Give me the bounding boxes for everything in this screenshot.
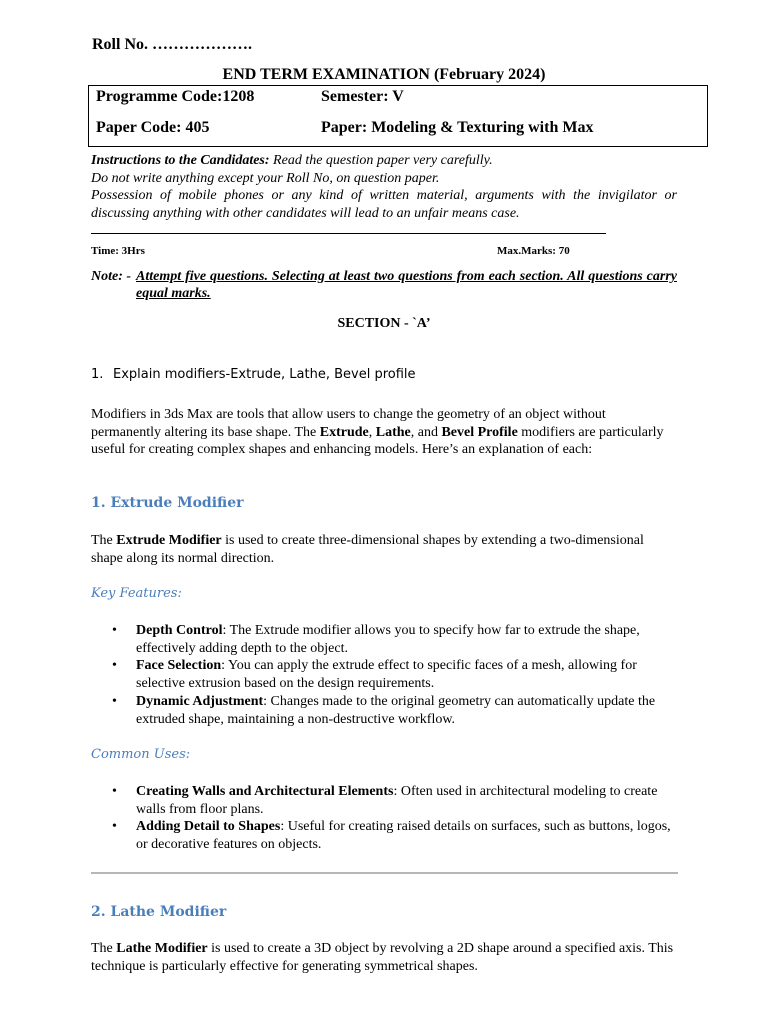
max-marks-label: Max.Marks: 70 [497,245,570,257]
roll-number: Roll No. ………………. [92,36,252,53]
extrude-desc-post: is used to create three-dimensional shapes by extending a two-dimensional shape along its normal direction. [91,533,644,566]
common-uses-list [112,783,677,854]
divider-line [91,233,606,234]
bullet-icon: • [112,623,117,638]
intro-bold-bevel: Bevel Profile [441,424,518,440]
common-uses-heading: Common Uses: [91,747,191,762]
feature-title: Depth Control [136,623,223,638]
extrude-desc-pre: The [91,533,117,548]
use-text: : Often used in architectural modeling to create walls from floor plans. [136,784,658,817]
programme-code: Programme Code:1208 [96,88,255,105]
intro-sep-1: , [368,424,376,440]
lathe-desc-pre: The [91,941,117,956]
instructions-lead: Instructions to the Candidates: [91,153,270,168]
list-item [112,783,677,818]
list-item [112,693,677,728]
use-title: Adding Detail to Shapes [136,819,281,835]
instructions-line-3: Possession of mobile phones or any kind of written material, arguments with the invigilator or discussing anything with other candidates will lead to an unfair means case. [91,188,677,221]
exam-info-box [88,85,708,147]
bullet-icon: • [112,784,117,799]
intro-text-2: modifiers are particularly useful for creating complex shapes and enhancing models. Here’s an explanation of each: [91,424,664,458]
feature-title: Face Selection [136,658,222,674]
intro-text-1: Modifiers in 3ds Max are tools that allow users to change the geometry of an object without permanently altering its base shape. The [91,407,606,440]
lathe-desc-bold: Lathe Modifier [116,941,208,956]
intro-sep-2: , and [410,424,442,440]
key-features-list [112,622,677,728]
instructions-line-2: Do not write anything except your Roll No, on question paper. [91,170,440,186]
feature-text: : You can apply the extrude effect to specific faces of a mesh, allowing for selective extrusion based on the design requirements. [136,658,637,692]
bullet-icon: • [112,819,117,835]
instructions-line-1 [91,152,677,170]
question-1 [91,367,416,382]
paper-code: Paper Code: 405 [96,119,210,136]
key-features-heading: Key Features: [91,586,182,601]
use-text: : Useful for creating raised details on surfaces, such as buttons, logos, or decorative features on objects. [136,819,671,853]
intro-bold-lathe: Lathe [375,424,411,440]
note-text: Attempt five questions. Selecting at least two questions from each section. All questions carry equal marks. [136,269,677,301]
bullet-icon: • [112,658,117,674]
extrude-desc-bold: Extrude Modifier [116,533,222,548]
list-item [112,818,677,853]
feature-text: : Changes made to the original geometry can automatically update the extruded shape, maintaining a non-destructive workflow. [136,693,656,727]
paper-name: Paper: Modeling & Texturing with Max [321,119,594,136]
lathe-desc-post: is used to create a 3D object by revolving a 2D shape around a specified axis. This technique is particularly effective for generating symmetrical shapes. [91,941,674,974]
bullet-icon: • [112,693,117,709]
section-title: SECTION - `A’ [337,316,431,331]
list-item [112,622,677,657]
question-text: Explain modifiers-Extrude, Lathe, Bevel profile [113,367,416,382]
feature-title: Dynamic Adjustment [136,693,264,709]
note-lead: Note: - [91,269,132,284]
list-item [112,657,677,692]
semester: Semester: V [321,88,404,105]
extrude-description [91,532,677,567]
intro-paragraph [91,406,677,459]
section-divider [91,872,678,874]
question-number: 1. [91,367,104,382]
time-label: Time: 3Hrs [91,245,145,257]
lathe-description [91,940,677,975]
use-title: Creating Walls and Architectural Elements [136,784,394,799]
extrude-heading: 1. Extrude Modifier [91,495,244,511]
lathe-heading: 2. Lathe Modifier [91,904,227,920]
feature-text: : The Extrude modifier allows you to specify how far to extrude the shape, effectively adding depth to the object. [136,623,640,656]
instructions [91,152,677,222]
instructions-text-1: Read the question paper very carefully. [269,153,493,168]
intro-bold-extrude: Extrude [319,424,369,440]
exam-title: END TERM EXAMINATION (February 2024) [222,66,546,83]
